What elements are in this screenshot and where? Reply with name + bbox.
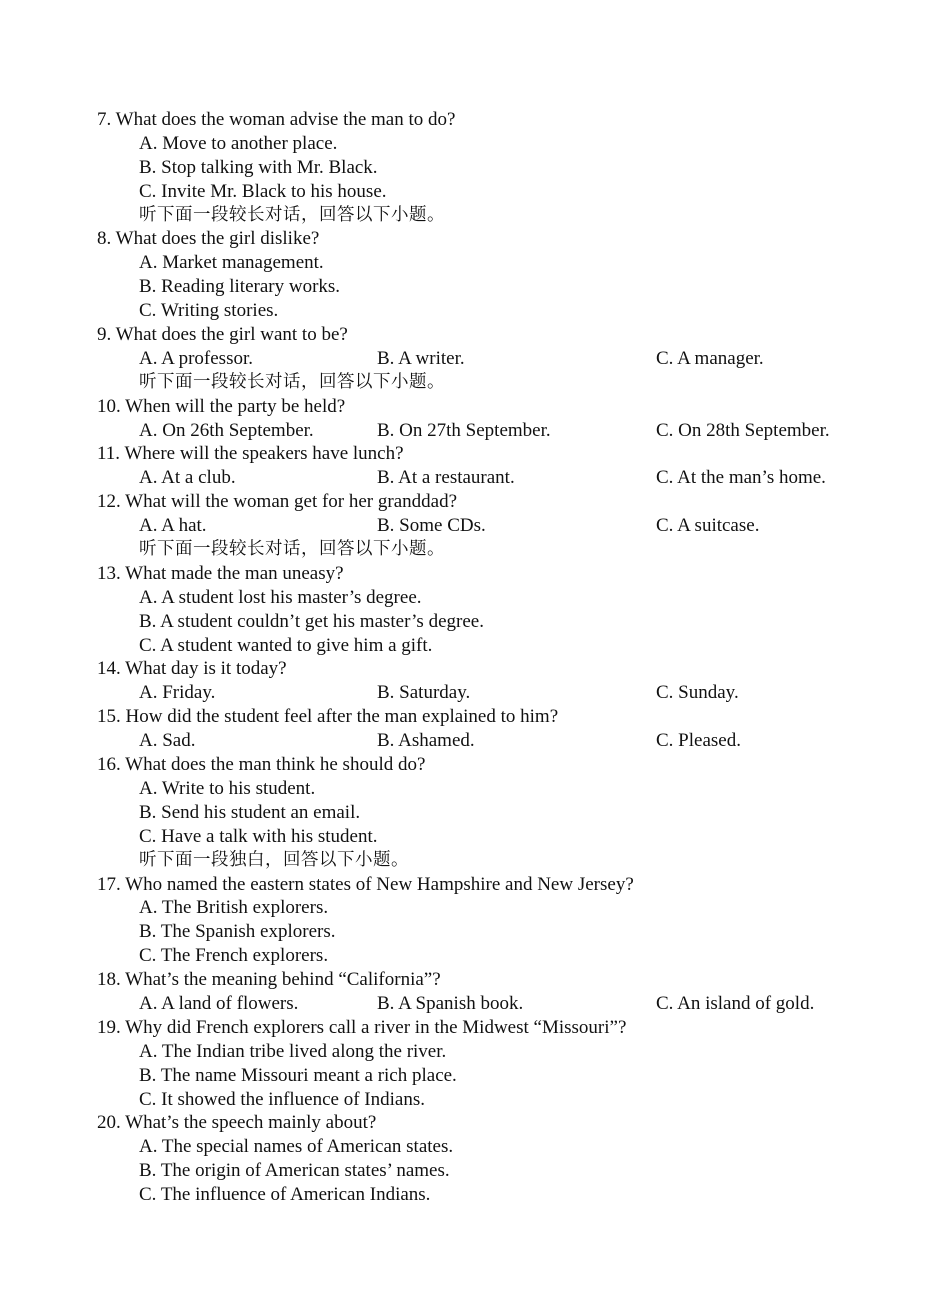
question-text: 19. Why did French explorers call a river in the Midwest “Missouri”? [97, 1016, 627, 1038]
question-text: 7. What does the woman advise the man to do? [97, 109, 456, 130]
option-c: C. On 28th September. [656, 419, 830, 441]
options-row [0, 514, 950, 538]
question-text: 12. What will the woman get for her granddad? [97, 491, 458, 513]
option-a: A. A student lost his master’s degree. [139, 586, 422, 608]
option-c: C. A manager. [656, 347, 764, 369]
option-c: C. Pleased. [656, 730, 741, 752]
question-text: 15. How did the student feel after the man explained to him? [97, 706, 559, 728]
section-instruction: 听下面一段独白，回答以下小题。 [139, 849, 409, 870]
option-c: C. An island of gold. [656, 992, 815, 1014]
option-c: C. Invite Mr. Black to his house. [139, 180, 387, 202]
option-c: C. A suitcase. [656, 515, 760, 537]
option-a: A. Sad. [139, 730, 196, 752]
option-a: A. The Indian tribe lived along the river. [139, 1040, 447, 1062]
section-instruction: 听下面一段较长对话，回答以下小题。 [139, 371, 445, 392]
options-row [0, 466, 950, 490]
option-b: B. At a restaurant. [377, 467, 515, 489]
question-19 [0, 1016, 950, 1112]
question-14 [0, 657, 950, 705]
option-b: B. The Spanish explorers. [139, 921, 336, 943]
question-12 [0, 490, 950, 562]
option-a: A. Friday. [139, 682, 216, 704]
option-a: A. Move to another place. [139, 132, 338, 154]
question-16 [0, 753, 950, 872]
options-row [0, 347, 950, 371]
options-row [0, 992, 950, 1016]
option-b: B. Saturday. [377, 682, 471, 704]
question-text: 17. Who named the eastern states of New Hampshire and New Jersey? [97, 873, 634, 895]
option-a: A. On 26th September. [139, 419, 314, 441]
option-a: A. A land of flowers. [139, 992, 299, 1014]
section-instruction: 听下面一段较长对话，回答以下小题。 [139, 539, 445, 560]
question-text: 8. What does the girl dislike? [97, 228, 320, 250]
option-a: A. The British explorers. [139, 897, 329, 919]
question-text: 13. What made the man uneasy? [97, 562, 344, 584]
question-9 [0, 323, 950, 395]
question-15 [0, 705, 950, 753]
question-8 [0, 227, 950, 323]
question-text: 16. What does the man think he should do? [97, 754, 426, 776]
option-c: C. It showed the influence of Indians. [139, 1088, 425, 1110]
option-a: A. The special names of American states. [139, 1136, 454, 1158]
option-a: A. Market management. [139, 252, 324, 274]
option-b: B. A writer. [377, 347, 465, 369]
options-row [0, 681, 950, 705]
option-b: B. Send his student an email. [139, 801, 361, 823]
option-c: C. Sunday. [656, 682, 739, 704]
option-b: B. Ashamed. [377, 730, 475, 752]
question-text: 9. What does the girl want to be? [97, 324, 348, 346]
options-row [0, 729, 950, 753]
option-b: B. The name Missouri meant a rich place. [139, 1064, 457, 1086]
question-13 [0, 562, 950, 658]
option-a: A. Write to his student. [139, 777, 316, 799]
option-a: A. A hat. [139, 515, 207, 537]
option-b: B. Some CDs. [377, 515, 486, 537]
exam-page [0, 108, 950, 1207]
option-c: C. Have a talk with his student. [139, 825, 378, 847]
question-10 [0, 395, 950, 443]
option-a: A. At a club. [139, 467, 236, 489]
option-c: C. At the man’s home. [656, 467, 826, 489]
option-c: C. The French explorers. [139, 945, 329, 967]
option-a: A. A professor. [139, 347, 253, 369]
question-18 [0, 968, 950, 1016]
question-7 [0, 108, 950, 227]
option-b: B. A Spanish book. [377, 992, 524, 1014]
question-text: 14. What day is it today? [97, 658, 287, 680]
section-instruction: 听下面一段较长对话，回答以下小题。 [139, 204, 445, 225]
question-20 [0, 1111, 950, 1207]
option-b: B. Reading literary works. [139, 276, 341, 298]
question-text: 10. When will the party be held? [97, 395, 346, 417]
options-row [0, 419, 950, 443]
option-b: B. The origin of American states’ names. [139, 1160, 450, 1182]
question-text: 11. Where will the speakers have lunch? [97, 443, 404, 465]
option-b: B. A student couldn’t get his master’s degree. [139, 610, 484, 632]
question-text: 18. What’s the meaning behind “California”? [97, 969, 441, 991]
option-b: B. Stop talking with Mr. Black. [139, 156, 378, 178]
option-b: B. On 27th September. [377, 419, 551, 441]
question-17 [0, 873, 950, 969]
question-11 [0, 442, 950, 490]
option-c: C. The influence of American Indians. [139, 1184, 431, 1206]
option-c: C. Writing stories. [139, 300, 279, 322]
option-c: C. A student wanted to give him a gift. [139, 634, 433, 656]
question-text: 20. What’s the speech mainly about? [97, 1112, 377, 1134]
